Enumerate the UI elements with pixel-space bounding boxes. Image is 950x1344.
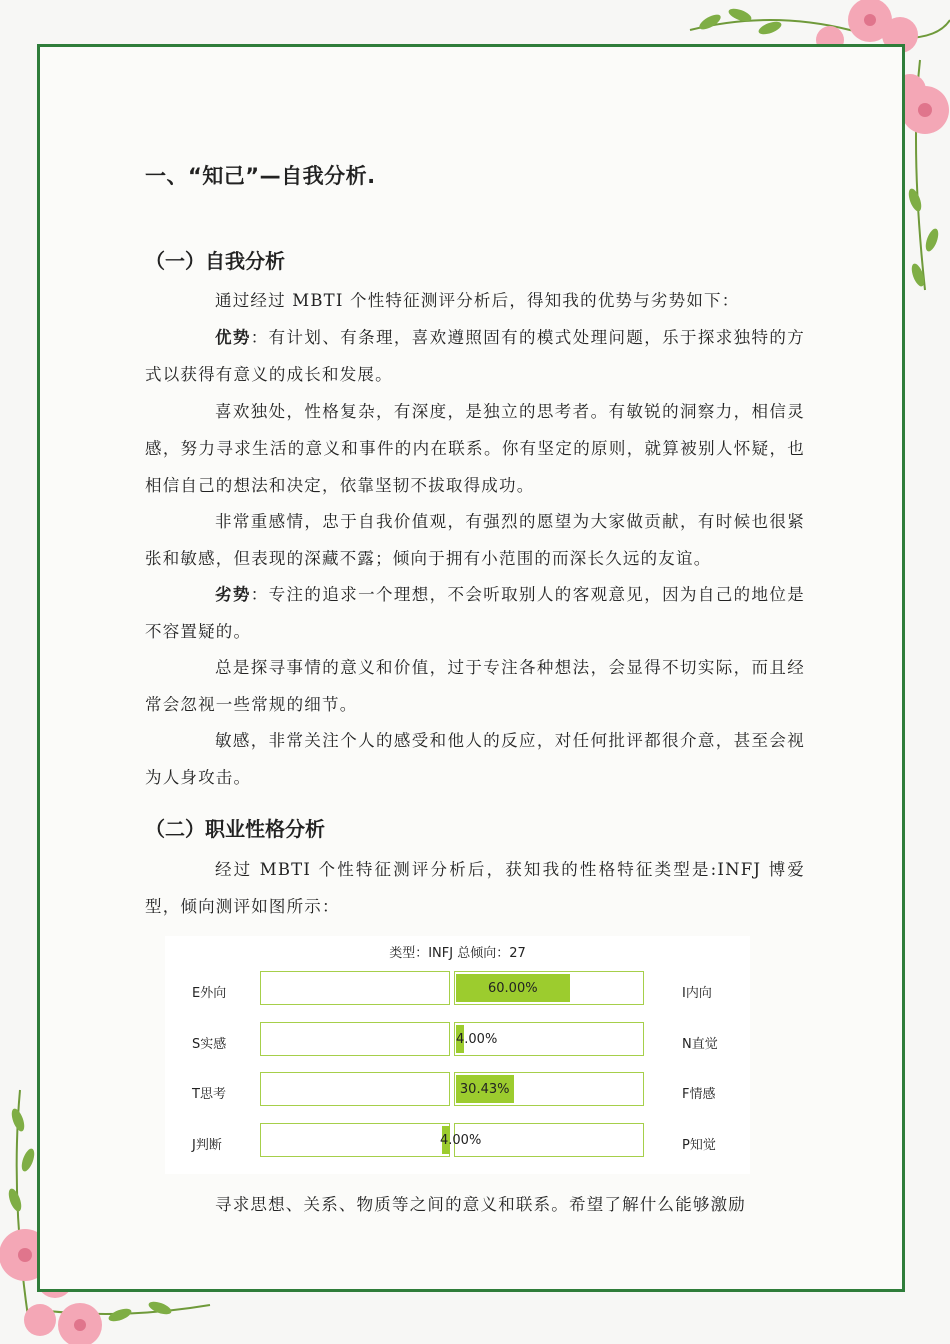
row-left-box: [260, 1022, 450, 1056]
main-heading: 一、“知己”—自我分析.: [145, 164, 376, 188]
section2-title: （二）职业性格分析: [145, 817, 325, 841]
row-right-box: [454, 1123, 644, 1157]
row-right-label: P知觉: [682, 1137, 716, 1153]
row-left-box: [260, 971, 450, 1005]
row-left-label: E外向: [192, 986, 227, 1001]
row-right-label: N直觉: [682, 1036, 718, 1052]
row-value-label: 4.00%: [456, 1031, 498, 1047]
strength-paragraph: [145, 319, 805, 393]
row-right-label: I内向: [682, 986, 712, 1001]
paragraph-6: 敏感，非常关注个人的感受和他人的反应，对任何批评都很介意，甚至会视为人身攻击。: [145, 731, 805, 787]
row-right-label: F情感: [682, 1087, 716, 1102]
chart-title: 类型：INFJ 总倾向：27: [389, 946, 526, 961]
mbti-chart: [165, 936, 750, 1174]
section2-intro: 经过 MBTI 个性特征测评分析后，获知我的性格特征类型是:INFJ 博爱型，倾向测评如图所示：: [145, 860, 805, 916]
paragraph-5: 总是探寻事情的意义和价值，过于专注各种想法，会显得不切实际，而且经常会忽视一些常规的细节。: [145, 658, 805, 714]
row-value-label: 4.00%: [440, 1132, 482, 1148]
row-left-label: S实感: [192, 1036, 227, 1052]
row-value-label: 30.43%: [459, 1082, 510, 1097]
row-left-box: [260, 1072, 450, 1106]
strength-label: 优势: [215, 328, 251, 347]
row-left-box: [260, 1123, 450, 1157]
paragraph-after-chart: 寻求思想、关系、物质等之间的意义和联系。希望了解什么能够激励: [215, 1195, 746, 1214]
strength-text: ：有计划、有条理，喜欢遵照固有的模式处理问题，乐于探求独特的方式以获得有意义的成长和发展。: [145, 328, 806, 384]
weakness-paragraph: [145, 576, 805, 650]
row-left-label: J判断: [192, 1137, 222, 1153]
weakness-text: ：专注的追求一个理想，不会听取别人的客观意见，因为自己的地位是不容置疑的。: [145, 585, 806, 641]
section1-title: （一）自我分析: [145, 249, 285, 273]
paragraph-2: 喜欢独处，性格复杂，有深度，是独立的思考者。有敏锐的洞察力，相信灵感，努力寻求生活的意义和事件的内在联系。你有坚定的原则，就算被别人怀疑，也相信自己的想法和决定，依靠坚韧不拔取得成功。: [145, 402, 805, 495]
paragraph-3: 非常重感情，忠于自我价值观，有强烈的愿望为大家做贡献，有时候也很紧张和敏感，但表现的深藏不露；倾向于拥有小范围的而深长久远的友谊。: [145, 512, 805, 568]
row-left-label: T思考: [192, 1087, 226, 1102]
weakness-label: 劣势: [215, 585, 251, 604]
row-value-label: 60.00%: [488, 981, 538, 996]
section1-intro: 通过经过 MBTI 个性特征测评分析后，得知我的优势与劣势如下：: [215, 291, 740, 310]
